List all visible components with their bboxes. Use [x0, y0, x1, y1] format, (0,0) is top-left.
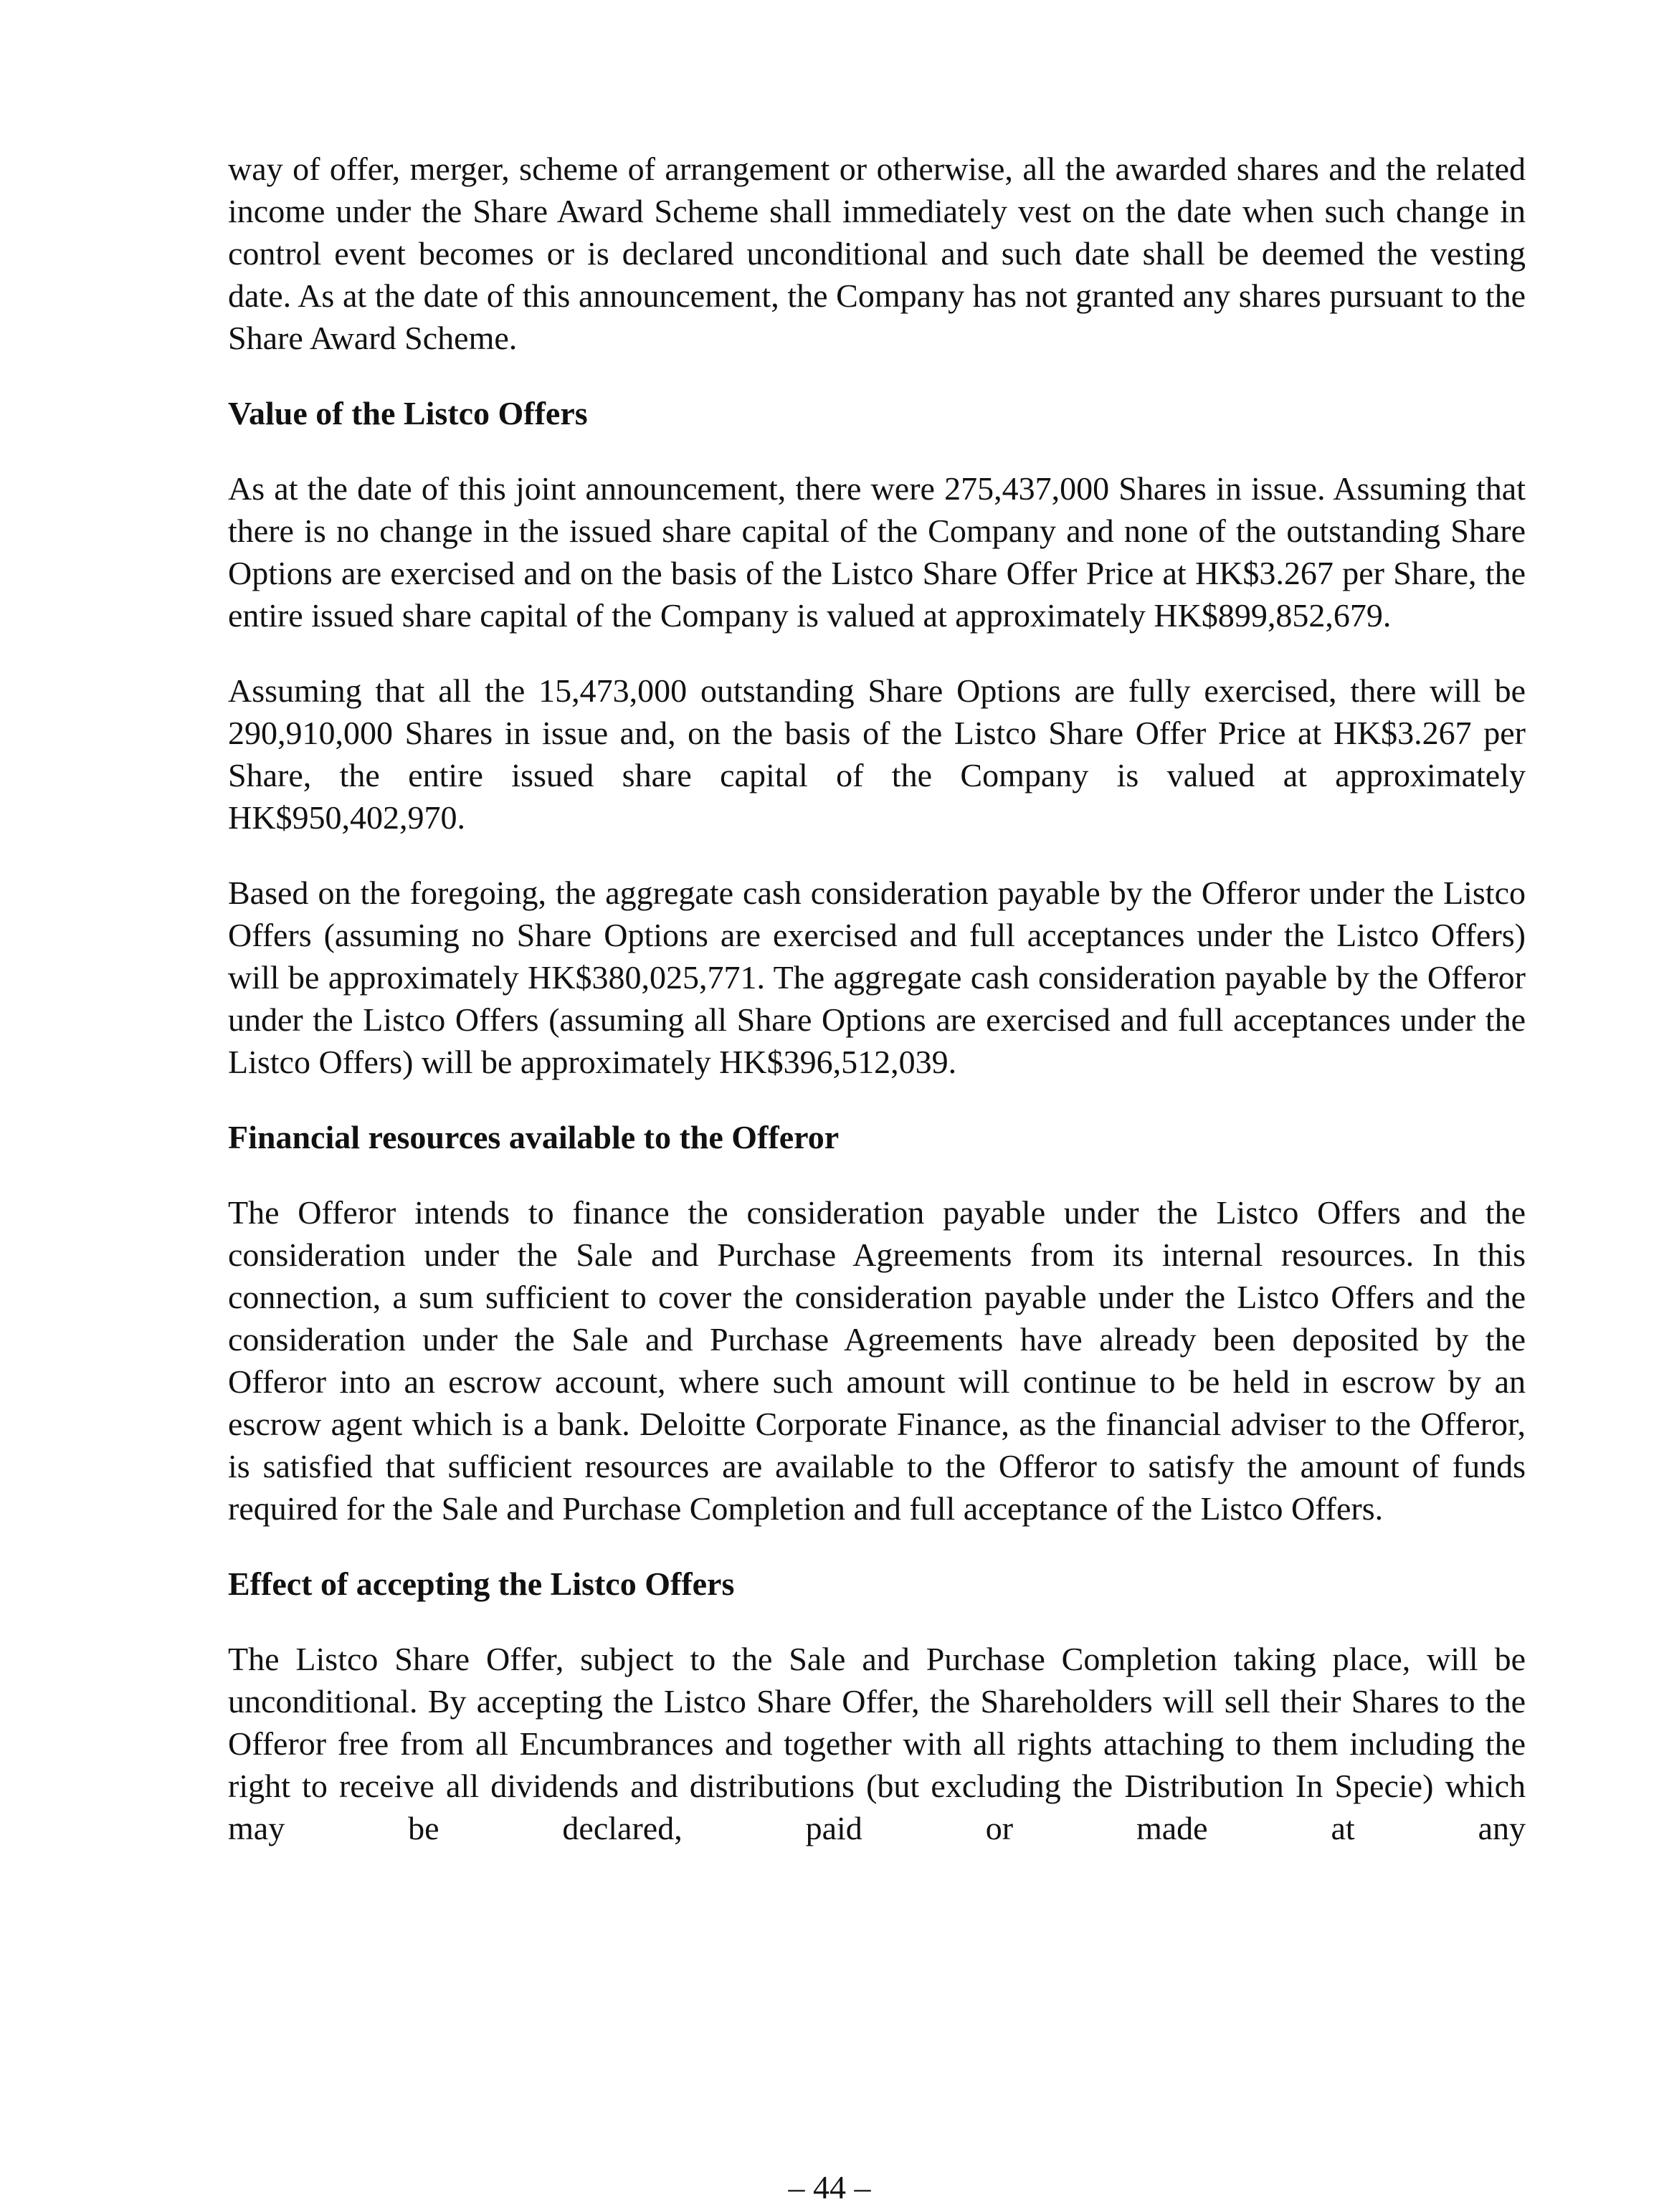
section-heading-effect: Effect of accepting the Listco Offers [228, 1565, 735, 1602]
value-paragraph-1: As at the date of this joint announcement, there were 275,437,000 Shares in issue. Assuming that there is no change in the issued share capital of the Company and none of the outstanding Share Options are exercised and on the basis of the Listco Share Offer Price at HK$3.267 per Share, the entire issued share capital of the Company is valued at approximately HK$899,852,679. [228, 470, 1526, 634]
intro-paragraph: way of offer, merger, scheme of arrangement or otherwise, all the awarded shares and the related income under the Share Award Scheme shall immediately vest on the date when such change in control event becomes or is declared unconditional and such date shall be deemed the vesting date. As at the date of this announcement, the Company has not granted any shares pursuant to the Share Award Scheme. [228, 151, 1526, 356]
page-number: – 44 – [788, 2169, 871, 2206]
document-page [228, 148, 1526, 1882]
section-heading-financial: Financial resources available to the Offeror [228, 1119, 840, 1155]
effect-paragraph: The Listco Share Offer, subject to the Sale and Purchase Completion taking place, will be unconditional. By accepting the Listco Share Offer, the Shareholders will sell their Shares to the Offeror free from all Encumbrances and together with all rights attaching to them including the right to receive all dividends and distributions (but excluding the Distribution In Specie) which may be declared, paid or made at any [228, 1641, 1526, 1846]
value-paragraph-2: Assuming that all the 15,473,000 outstanding Share Options are fully exercised, there will be 290,910,000 Shares in issue and, on the basis of the Listco Share Offer Price at HK$3.267 per Share, the entire issued share capital of the Company is valued at approximately HK$950,402,970. [228, 672, 1526, 836]
value-paragraph-3: Based on the foregoing, the aggregate cash consideration payable by the Offeror under the Listco Offers (assuming no Share Options are exercised and full acceptances under the Listco Offers) will be approximately HK$380,025,771. The aggregate cash consideration payable by the Offeror under the Listco Offers (assuming all Share Options are exercised and full acceptances under the Listco Offers) will be approximately HK$396,512,039. [228, 874, 1526, 1080]
financial-paragraph: The Offeror intends to finance the consideration payable under the Listco Offers and the consideration under the Sale and Purchase Agreements from its internal resources. In this connection, a sum sufficient to cover the consideration payable under the Listco Offers and the consideration under the Sale and Purchase Agreements have already been deposited by the Offeror into an escrow account, where such amount will continue to be held in escrow by an escrow agent which is a bank. Deloitte Corporate Finance, as the financial adviser to the Offeror, is satisfied that sufficient resources are available to the Offeror to satisfy the amount of funds required for the Sale and Purchase Completion and full acceptance of the Listco Offers. [228, 1194, 1526, 1527]
section-heading-value: Value of the Listco Offers [228, 395, 588, 432]
